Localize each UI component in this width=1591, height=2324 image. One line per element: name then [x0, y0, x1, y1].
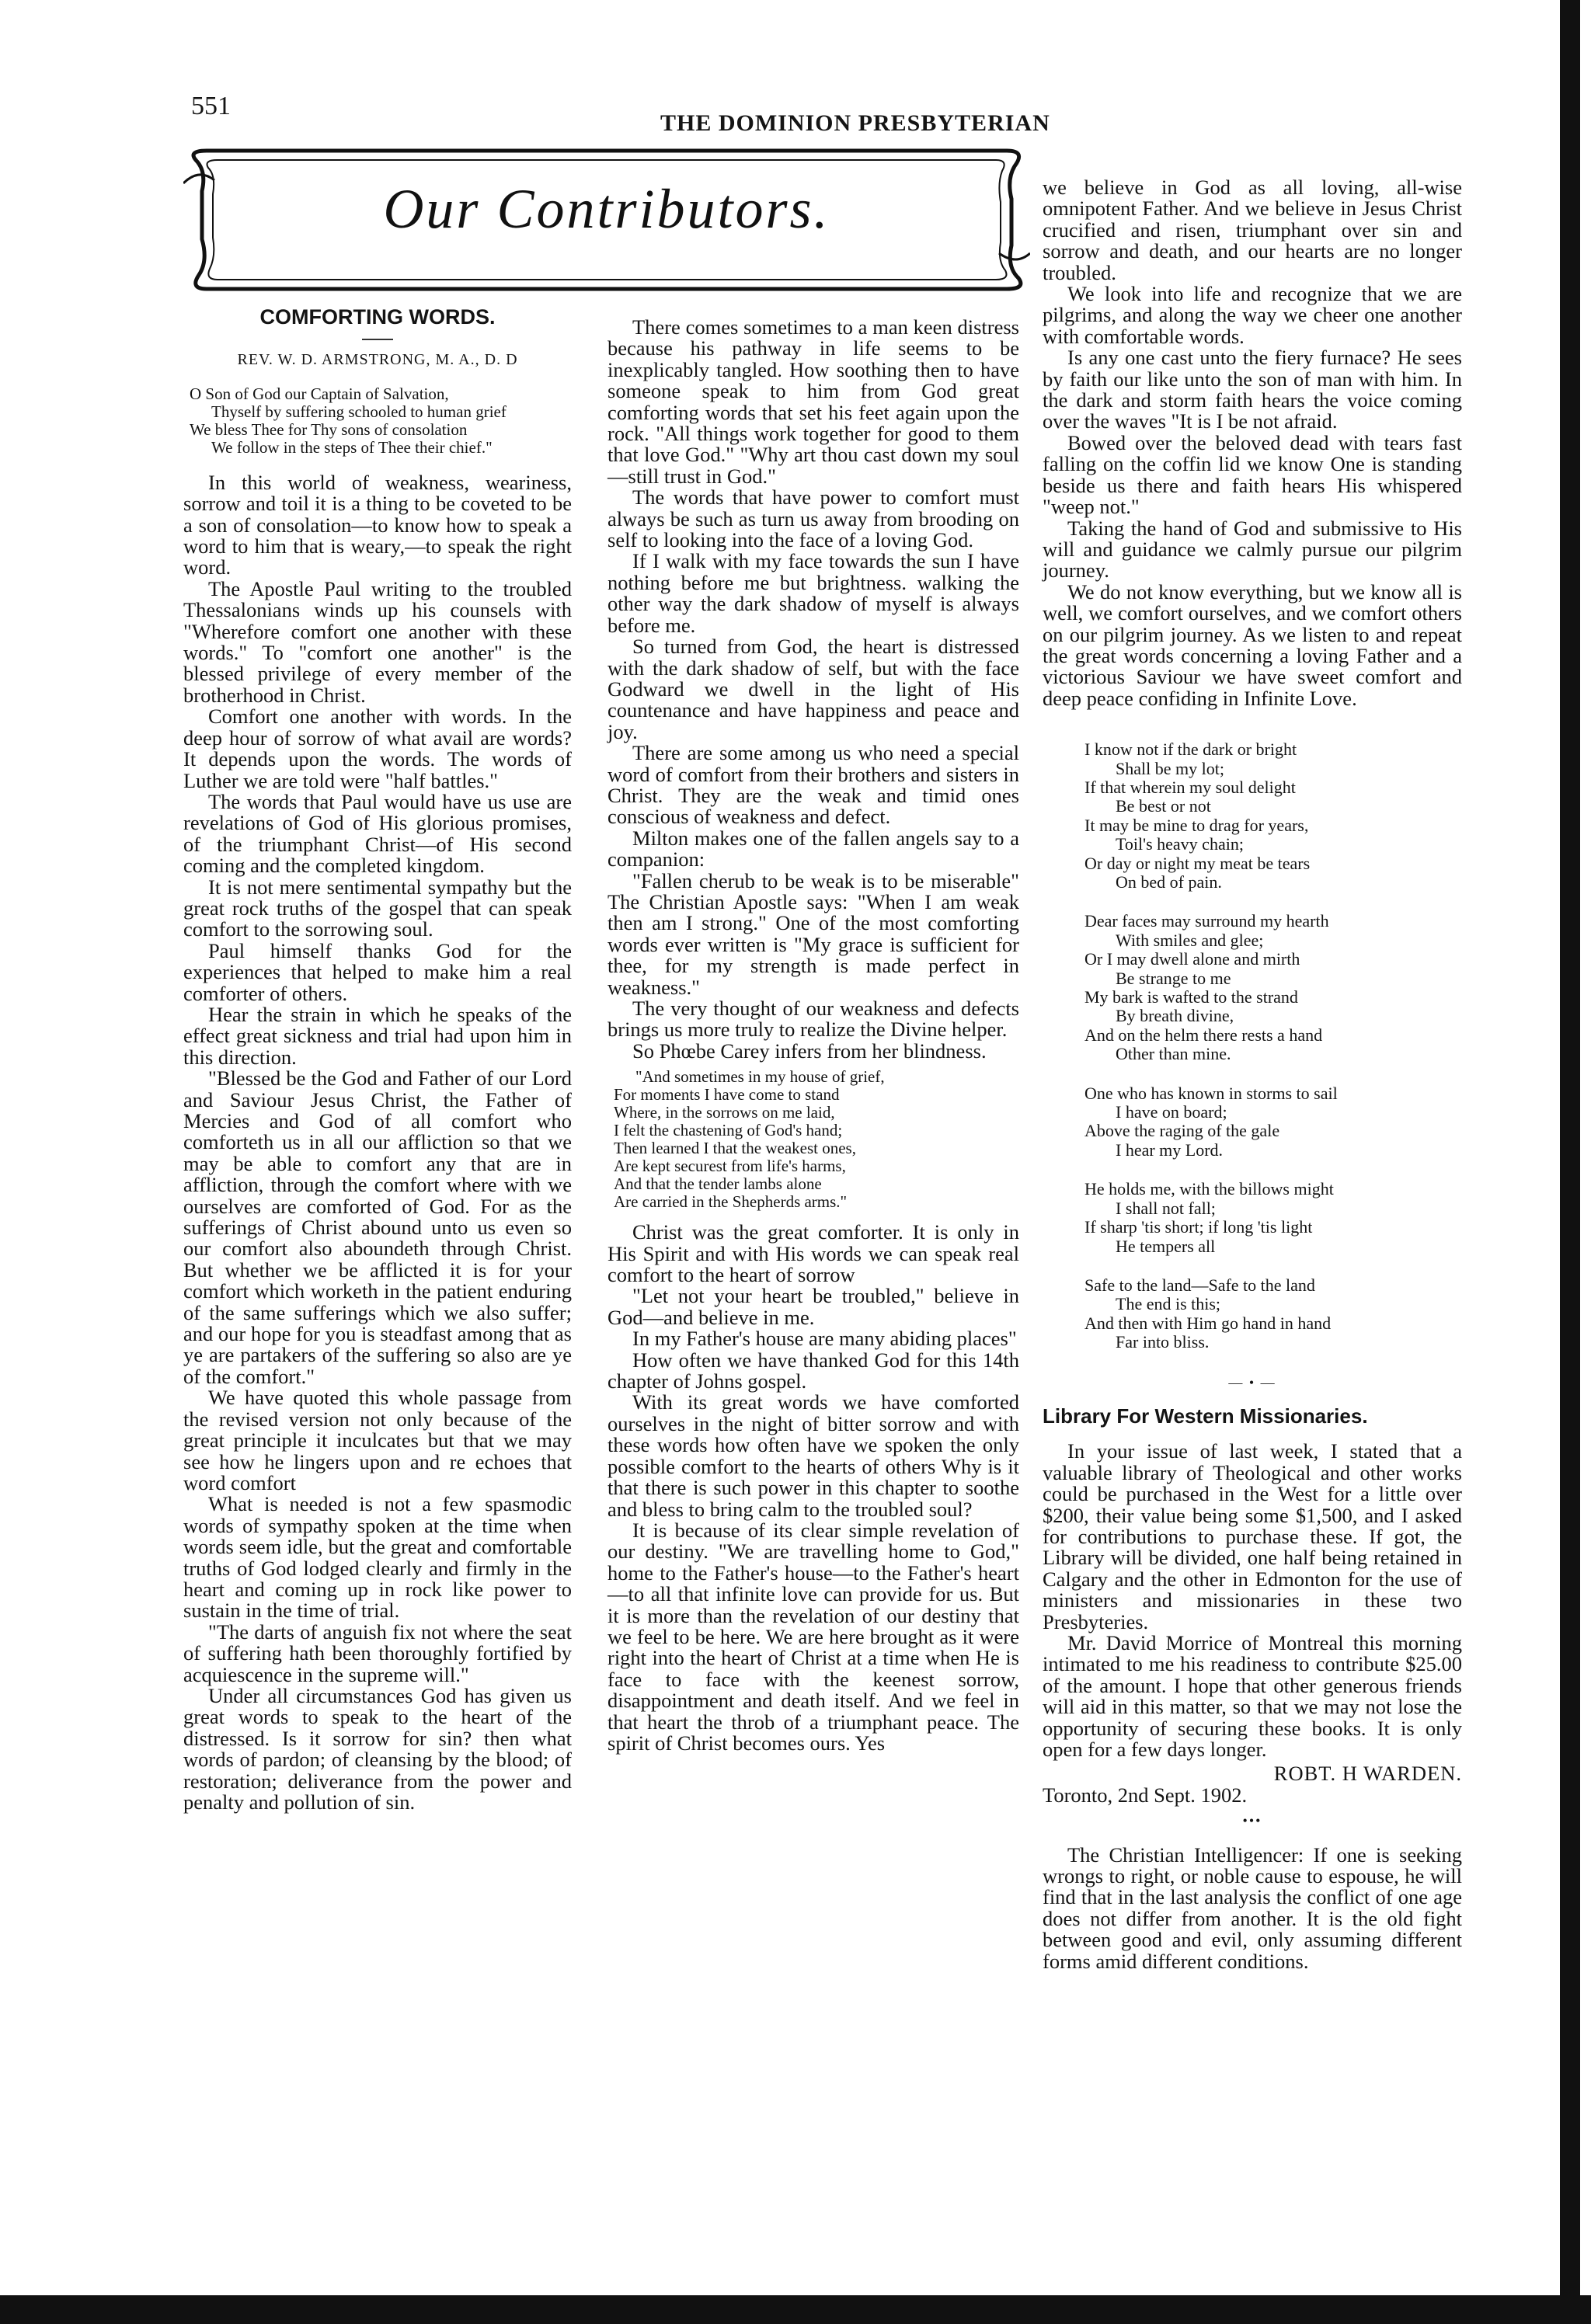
poem-line: Safe to the land—Safe to the land	[1084, 1275, 1315, 1295]
verse-line: Then learned I that the weakest ones,	[614, 1139, 856, 1158]
verse-line: I felt the chastening of God's hand;	[614, 1121, 843, 1140]
poem-line: My bark is wafted to the strand	[1084, 987, 1298, 1007]
paragraph: Bowed over the beloved dead with tears fast falling on the coffin lid we know One is standing beside us there and faith hears His whispered "weep not."	[1043, 430, 1462, 519]
paragraph: Comfort one another with words. In the deep hour of sorrow of what avail are words? It depends upon the words. The words of Luther we are told were "half battles."	[183, 705, 572, 792]
poem-line: Or day or night my meat be tears	[1084, 853, 1311, 873]
poem-line: I hear my Lord.	[1116, 1139, 1224, 1160]
paragraph: There comes sometimes to a man keen distress because his pathway in life seems to be inexplicably tangled. How soothing then to have someone speak to him from God great comforting words that set his feet again upon the rock. "All things work together for good to them that love God." "Why art thou cast down my soul—still trust in God."	[608, 315, 1019, 488]
poem-line: Toil's heavy chain;	[1116, 834, 1244, 854]
paragraph: We look into life and recognize that we are pilgrims, and along the way we cheer one another with comfortable words.	[1043, 282, 1462, 348]
article-title: Library For Western Missionaries.	[1043, 1404, 1368, 1428]
paragraph: The Christian Intelligencer: If one is seeking wrongs to right, or noble cause to espouse, he will find that in the last analysis the conflict of one age does not differ from another. It is the old fight between good and evil, only assuming different forms amid different conditions.	[1043, 1842, 1462, 1973]
paragraph: "Blessed be the God and Father of our Lord and Saviour Jesus Christ, the Father of Mercies and God of all comfort who comforteth us in all our affliction so that we may be able to comfort any that are in affliction, through the comfort where with we ourselves are comforted of God. For as the sufferings of Christ abound unto us even so our comfort also aboundeth through Christ. But whether we be afflicted it is for your comfort which worketh in the patient enduring of the same sufferings which we also suffer; and our hope for you is steadfast among that as ye are partakers of the suffering so also are ye of the comfort."	[183, 1066, 572, 1388]
paragraph: We have quoted this whole passage from the revised version not only because of the great principle it inculcates but that we may see how he lingers upon and re echoes that word comfort	[183, 1386, 572, 1494]
verse-line: We follow in the steps of Thee their chief."	[211, 437, 493, 457]
paragraph: So turned from God, the heart is distressed with the dark shadow of self, but with the face Godward we dwell in the light of His countenance and have happiness and peace and joy.	[608, 635, 1019, 743]
verse-line: Thyself by suffering schooled to human grief	[211, 402, 507, 421]
paragraph: we believe in God as all loving, all-wise omnipotent Father. And we believe in Jesus Christ crucified and risen, triumphant over sin and sorrow and death, and our hearts are no longer troubled.	[1043, 176, 1462, 284]
dateline: Toronto, 2nd Sept. 1902.	[1043, 1783, 1248, 1807]
paragraph: Under all circumstances God has given us great words to speak to the heart of the distressed. Is it sorrow for sin? then what words of pardon; of cleansing by the blood; of restoration; deliverance from the power and penalty and pollution of sin.	[183, 1683, 572, 1814]
verse-line: We bless Thee for Thy sons of consolation	[190, 419, 468, 439]
page-number: 551	[191, 92, 231, 120]
paragraph: The very thought of our weakness and defects brings us more truly to realize the Divine helper.	[608, 997, 1019, 1042]
poem-stanza	[1043, 1084, 1462, 1160]
column-1	[183, 307, 572, 1813]
poem-line: And on the helm there rests a hand	[1084, 1025, 1323, 1045]
poem-stanza	[1043, 1276, 1462, 1352]
poem-stanza	[1043, 1180, 1462, 1256]
paragraph: Hear the strain in which he speaks of the effect great sickness and trial had upon him in this direction.	[183, 1002, 572, 1069]
paragraph: In your issue of last week, I stated that a valuable library of Theological and other works could be purchased in the West for a little over $200, their value being some $1,500, and I asked for contributions to purchase these. If got, the Library will be divided, one half being retained in Calgary and the other in Edmonton for the use of ministers and missionaries in these two Presbyteries.	[1043, 1439, 1462, 1633]
verse-line: O Son of God our Captain of Salvation,	[190, 384, 449, 403]
verse-line: "And sometimes in my house of grief,	[635, 1067, 885, 1087]
paragraph: So Phœbe Carey infers from her blindness.	[632, 1038, 987, 1063]
paragraph: It is because of its clear simple revelation of our destiny. "We are travelling home to God," home to the Father's house—to the Father's heart—to all that infinite love can provide for us. But it is more than the revelation of our destiny that we feel to be here. We are here brought as it were right into the heart of Christ at a time when He is face to face with the keenest sorrow, disappointment and death itself. And we feel in that heart the throb of a triumphant peace. The spirit of Christ becomes ours. Yes	[608, 1518, 1019, 1755]
poem-line: Or I may dwell alone and mirth	[1084, 949, 1300, 969]
article-title: COMFORTING WORDS.	[259, 305, 496, 329]
running-head: THE DOMINION PRESBYTERIAN	[660, 110, 1050, 136]
poem-line: With smiles and glee;	[1116, 930, 1264, 950]
poem-line: He holds me, with the billows might	[1084, 1179, 1334, 1199]
carey-verse	[608, 1068, 1019, 1211]
paragraph: Mr. David Morrice of Montreal this morning intimated to me his readiness to contribute $25.00 of the amount. I hope that other generous friends will aid in this matter, so that we may not lose the opportunity of securing these books. It is only open for a few days longer.	[1043, 1631, 1462, 1762]
paragraph: "Fallen cherub to be weak is to be miserable" The Christian Apostle says: "When I am weak then am I strong." One of the most comforting words ever written is "My grace is sufficient for thee, for my strength is made perfect in weakness."	[608, 868, 1019, 999]
paragraph: In this world of weakness, weariness, sorrow and toil it is a thing to be coveted to be a son of consolation—to know how to speak a word to him that is weary,—to speak the right word.	[183, 470, 572, 579]
paragraph: It is not mere sentimental sympathy but the great rock truths of the gospel that can speak comfort to the sorrowing soul.	[183, 875, 572, 941]
verse-line: Are carried in the Shepherds arms."	[614, 1192, 848, 1212]
poem-line: I have on board;	[1116, 1102, 1227, 1122]
poem-stanza	[1043, 740, 1462, 892]
paragraph: With its great words we have comforted ourselves in the night of bitter sorrow and with these words how often have we spoken the only possible comfort to the hearts of others Why is it that there is such power in this chapter to soothe and bless to bring calm to the troubled soul?	[608, 1390, 1019, 1521]
poem-line: Above the raging of the gale	[1084, 1121, 1280, 1141]
paragraph: We do not know everything, but we know all is well, we comfort ourselves, and we comfort others on our pilgrim journey. As we listen to and repeat the great words concerning a loving Father and a victorious Saviour we have sweet comfort and deep peace confiding in Infinite Love.	[1043, 579, 1462, 710]
section-banner	[183, 137, 1030, 292]
verse-line: For moments I have come to stand	[614, 1085, 840, 1105]
poem-line: Shall be my lot;	[1116, 758, 1224, 778]
poem-line: And then with Him go hand in hand	[1084, 1313, 1332, 1333]
poem-line: It may be mine to drag for years,	[1084, 815, 1309, 835]
paragraph: How often we have thanked God for this 14th chapter of Johns gospel.	[608, 1348, 1019, 1393]
separator-ornament: •••	[1242, 1813, 1262, 1829]
scan-edge-right	[1560, 0, 1580, 2324]
poem-line: Dear faces may surround my hearth	[1084, 911, 1329, 931]
paragraph: The words that Paul would have us use are revelations of God of His glorious promises, of the triumphant Christ—of His second coming and the completed kingdom.	[183, 789, 572, 878]
verse-line: And that the tender lambs alone	[614, 1174, 822, 1194]
poem-line: He tempers all	[1116, 1236, 1216, 1256]
paragraph: Is any one cast unto the fiery furnace? He sees by faith our like unto the son of man with him. In the dark and storm faith hears the voice coming over the waves "It is I be not afraid.	[1043, 346, 1462, 433]
closing-poem	[1043, 740, 1462, 1352]
scan-edge-bottom	[0, 2295, 1591, 2324]
byline: REV. W. D. ARMSTRONG, M. A., D. D	[237, 351, 518, 369]
column-2	[608, 317, 1019, 1754]
poem-line: If sharp 'tis short; if long 'tis light	[1084, 1217, 1313, 1237]
paragraph: Milton makes one of the fallen angels say to a companion:	[608, 826, 1019, 872]
verse-line: Where, in the sorrows on me laid,	[614, 1103, 835, 1122]
title-rule	[362, 339, 393, 340]
banner-title: Our Contributors.	[383, 178, 830, 240]
paragraph: The words that have power to comfort must always be such as turn us away from brooding on self to looking into the face of a loving God.	[608, 485, 1019, 552]
poem-line: On bed of pain.	[1116, 872, 1222, 892]
paragraph: Christ was the great comforter. It is only in His Spirit and with His words we can speak real comfort to the heart of sorrow	[608, 1220, 1019, 1287]
paragraph: "Let not your heart be troubled," believe in God—and believe in me.	[608, 1284, 1019, 1329]
paragraph: The Apostle Paul writing to the troubled Thessalonians winds up his counsels with "Wherefore comfort one another with these words." To "comfort one another" is the blessed privilege of every member of the brotherhood in Christ.	[183, 576, 572, 707]
poem-line: Far into bliss.	[1116, 1332, 1210, 1352]
poem-line: If that wherein my soul delight	[1084, 777, 1296, 797]
poem-line: By breath divine,	[1116, 1006, 1234, 1026]
epigraph-verse	[183, 385, 572, 457]
paragraph: If I walk with my face towards the sun I have nothing before me but brightness. walking the other way the dark shadow of myself is always before me.	[608, 549, 1019, 637]
poem-line: One who has known in storms to sail	[1084, 1083, 1338, 1103]
paragraph: Paul himself thanks God for the experiences that helped to make him a real comforter of others.	[183, 938, 572, 1005]
paragraph: Taking the hand of God and submissive to His will and guidance we calmly pursue our pilgrim journey.	[1043, 516, 1462, 583]
paragraph: There are some among us who need a special word of comfort from their brothers and sisters in Christ. They are the weak and timid ones conscious of weakness and defect.	[608, 741, 1019, 829]
poem-line: Be best or not	[1116, 796, 1211, 816]
poem-line: I know not if the dark or bright	[1084, 739, 1297, 760]
poem-line: Other than mine.	[1116, 1044, 1231, 1064]
poem-line: The end is this;	[1116, 1294, 1221, 1314]
paragraph: In my Father's house are many abiding places"	[632, 1327, 1017, 1351]
paragraph: "The darts of anguish fix not where the seat of suffering hath been thoroughly fortified by acquiescence in the supreme will."	[183, 1619, 572, 1686]
column-3	[1043, 177, 1462, 1972]
verse-line: Are kept securest from life's harms,	[614, 1157, 846, 1176]
paragraph: What is needed is not a few spasmodic words of sympathy spoken at the time when words seem idle, but the great and comfortable truths of God lodged clearly and firmly in the heart and coming up in rock like power to sustain in the time of trial.	[183, 1492, 572, 1623]
poem-line: Be strange to me	[1116, 968, 1231, 988]
separator-ornament: — • —	[1228, 1374, 1276, 1390]
signature: ROBT. H WARDEN.	[1273, 1762, 1462, 1786]
poem-stanza	[1043, 912, 1462, 1063]
poem-line: I shall not fall;	[1116, 1198, 1216, 1218]
